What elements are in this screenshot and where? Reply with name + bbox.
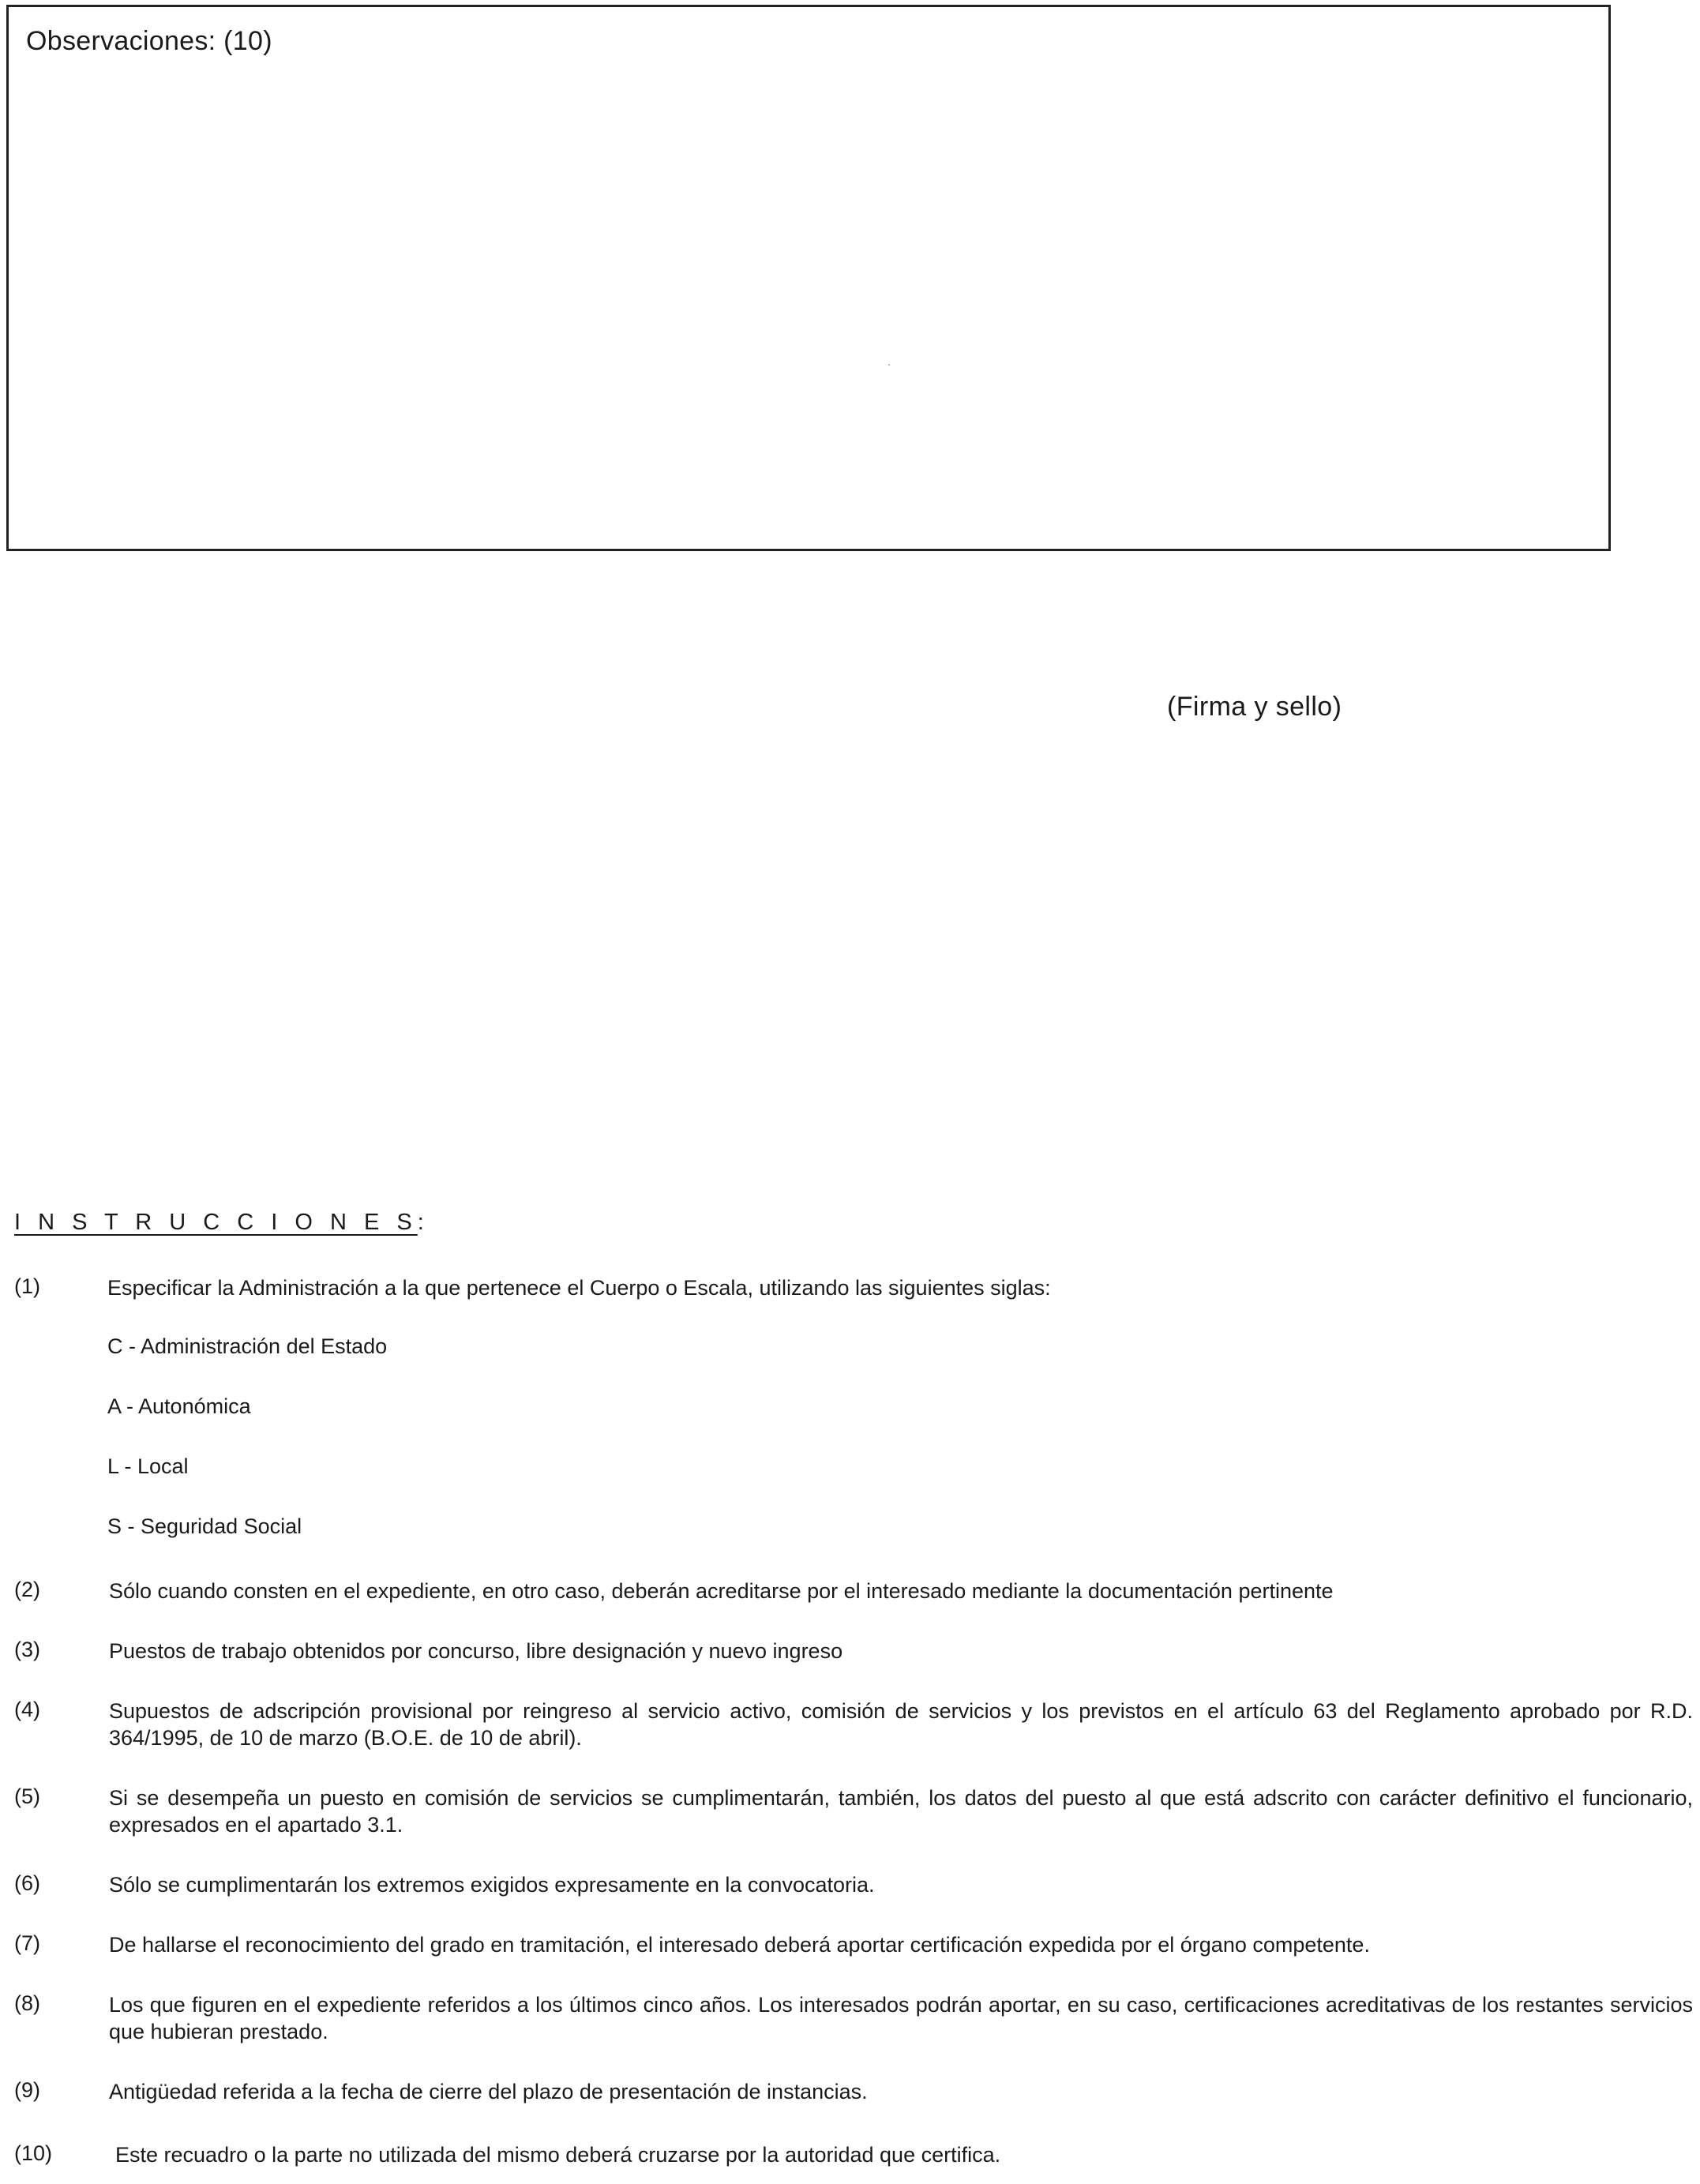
sigla-l: L - Local: [107, 1454, 189, 1478]
instruccion-num-1: (1): [14, 1274, 40, 1298]
instruccion-text-9: Antigüedad referida a la fecha de cierre del plazo de presentación de instancias.: [109, 2080, 868, 2103]
sigla-s: S - Seguridad Social: [107, 1514, 302, 1538]
instruccion-num-4: (4): [14, 1698, 40, 1721]
instruccion-num-10: (10): [14, 2141, 53, 2165]
instruccion-num-5: (5): [14, 1784, 40, 1808]
instruccion-text-8: Los que figuren en el expediente referidos a los últimos cinco años. Los interesados podrán aportar, en su caso, certificaciones acreditativas de los restantes servicios que hubieran prestado.: [109, 1993, 1693, 2043]
instruccion-text-7: De hallarse el reconocimiento del grado en tramitación, el interesado deberá aportar certificación expedida por el órgano competente.: [109, 1933, 1370, 1957]
firma-sello-label: (Firma y sello): [1167, 692, 1342, 722]
instrucciones-title-suffix: :: [417, 1210, 430, 1235]
observaciones-label: Observaciones: (10): [26, 26, 272, 56]
instruccion-num-8: (8): [14, 1991, 40, 2015]
instruccion-num-2: (2): [14, 1578, 40, 1601]
instruccion-num-3: (3): [14, 1638, 40, 1661]
instruccion-num-6: (6): [14, 1871, 40, 1895]
instruccion-num-9: (9): [14, 2078, 40, 2102]
instruccion-text-4: Supuestos de adscripción provisional por reingreso al servicio activo, comisión de servicios y los previstos en el artículo 63 del Reglamento aprobado por R.D. 364/1995, de 10 de marzo (B.O.E. de 10 de abril).: [109, 1699, 1693, 1750]
instrucciones-title: [14, 1210, 430, 1236]
sigla-a: A - Autonómica: [107, 1394, 251, 1418]
instruccion-text-6: Sólo se cumplimentarán los extremos exigidos expresamente en la convocatoria.: [109, 1873, 875, 1897]
instruccion-text-10: Este recuadro o la parte no utilizada del mismo deberá cruzarse por la autoridad que certifica.: [115, 2143, 1001, 2167]
instruccion-num-7: (7): [14, 1931, 40, 1955]
sigla-c: C - Administración del Estado: [107, 1334, 388, 1358]
instruccion-text-3: Puestos de trabajo obtenidos por concurso, libre designación y nuevo ingreso: [109, 1639, 843, 1663]
instruccion-text-5: Si se desempeña un puesto en comisión de servicios se cumplimentarán, también, los datos del puesto al que está adscrito con carácter definitivo el funcionario, expresados en el apartado 3.1.: [109, 1786, 1693, 1837]
observaciones-box: [6, 5, 1611, 551]
instruccion-text-2: Sólo cuando consten en el expediente, en otro caso, deberán acreditarse por el interesado mediante la documentación pertinente: [109, 1579, 1334, 1603]
instrucciones-title-text: I N S T R U C C I O N E S: [14, 1210, 418, 1235]
stray-dot: [888, 364, 890, 366]
instruccion-text-1: Especificar la Administración a la que pertenece el Cuerpo o Escala, utilizando las siguientes siglas:: [107, 1276, 1051, 1300]
